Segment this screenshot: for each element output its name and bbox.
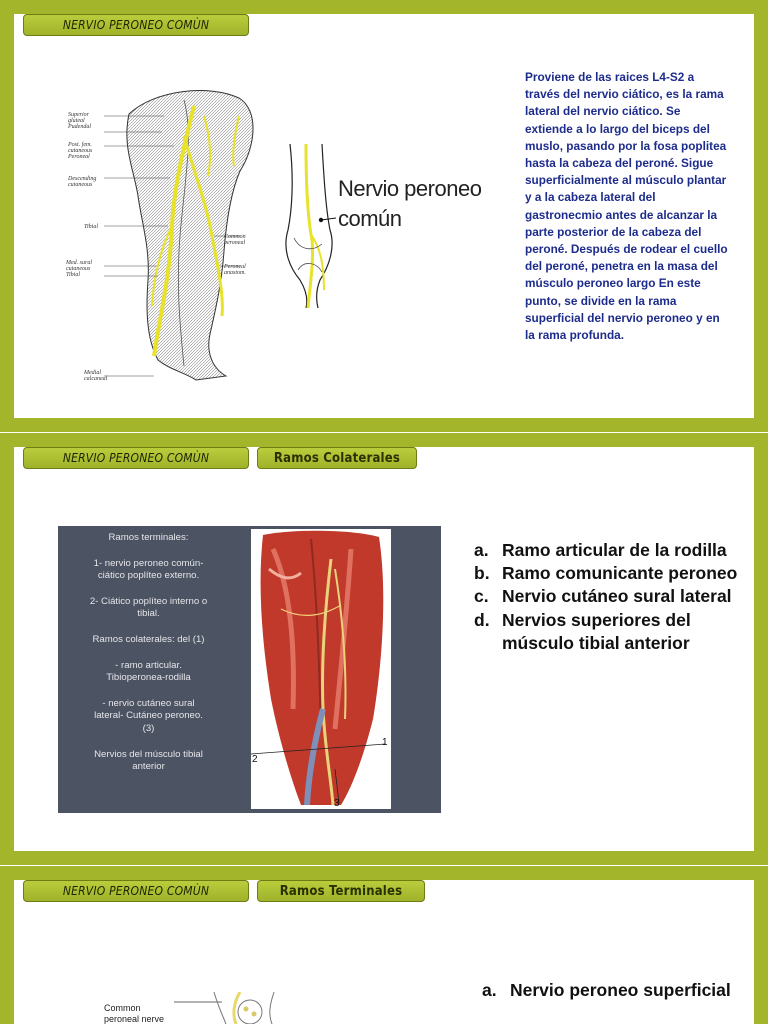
slide-subtitle: Ramos Terminales — [257, 880, 425, 902]
slide-3-panel — [14, 880, 754, 1024]
slide-title: NERVIO PERONEO COMÙN — [23, 14, 249, 36]
slide-subtitle: Ramos Colaterales — [257, 447, 417, 469]
slide-1 — [0, 0, 768, 432]
knee-nerve-illustration — [276, 140, 346, 308]
anatomy-figure-panel — [58, 526, 441, 813]
figure-label: Nervio peroneo común — [338, 176, 482, 231]
thigh-muscle-illustration — [251, 529, 391, 809]
list-item: b. Ramo comunicante peroneo — [474, 563, 738, 584]
list-item: a. Nervio peroneo superficial — [482, 980, 731, 1000]
slide-title: NERVIO PERONEO COMÙN — [23, 880, 249, 902]
slide-title: NERVIO PERONEO COMÙN — [23, 447, 249, 469]
slide-2 — [0, 433, 768, 865]
slide-3 — [0, 866, 768, 1024]
leg-label-3: Descending cutaneous — [68, 176, 97, 188]
leg-label-5: Med. sural cutaneous Tibial — [66, 260, 92, 278]
list-item: a. Ramo articular de la rodilla — [474, 540, 727, 560]
leg-label-7: Peroneal anastom. — [224, 264, 246, 276]
leg-label-4: Tibial — [84, 224, 99, 230]
figure-text-line: - ramo articular. Tibioperonea-rodilla — [106, 659, 191, 684]
figure-text-line: Nervios del músculo tibial anterior — [94, 748, 203, 773]
figure-text-line: - nervio cutáneo sural lateral- Cutáneo peroneo. (3) — [94, 697, 203, 734]
terminal-branches-list — [482, 979, 742, 1002]
figure-number-2: 2 — [252, 754, 258, 765]
description-text: Proviene de las raices L4-S2 a través del nervio ciático, es la rama lateral del nervio ciático. Se extiende a lo largo del biceps del muslo, pasando por la fosa poplitea hasta la cabeza del peroné. Sigue superficialmente al músculo plantar y a la cabeza lateral del gastronecmio antes de alcanzar la parte posterior de la cabeza del peroné. Después de rodear el cuello del peroné, penetra en la masa del músculo peroneo largo En este punto, se divide en la rama superficial del nervio peroneo y en la rama profunda. — [525, 70, 728, 343]
figure-label: Common peroneal nerve — [104, 1003, 165, 1024]
figure-text-line: 2- Ciático poplíteo interno o tibial. — [89, 595, 208, 620]
figure-text-line: Ramos terminales: — [108, 532, 189, 543]
figure-panel-text — [66, 532, 231, 774]
figure-number-3: 3 — [334, 798, 340, 809]
leg-label-8: Medial calcaneal — [84, 370, 108, 382]
figure-number-1: 1 — [382, 737, 388, 748]
list-item: c. Nervio cutáneo sural lateral — [474, 586, 732, 607]
knee-bone-illustration — [174, 992, 294, 1024]
list-item: d. Nervios superiores del músculo tibial anterior — [474, 609, 691, 653]
slide-1-panel — [14, 14, 754, 418]
figure-text-line: 1- nervio peroneo común- ciático poplíteo externo. — [93, 557, 204, 582]
leg-label-2: Post. fem. cutaneous Peroneal — [68, 142, 93, 160]
thigh-muscle-drawing — [251, 529, 391, 809]
slide-2-panel — [14, 447, 754, 851]
figure-text-line: Ramos colaterales: del (1) — [92, 633, 205, 645]
leg-label-6: Common peroneal — [224, 234, 246, 246]
leg-label-1: Superior gluteal Pudendal — [68, 112, 91, 130]
collateral-branches-list — [474, 539, 744, 655]
